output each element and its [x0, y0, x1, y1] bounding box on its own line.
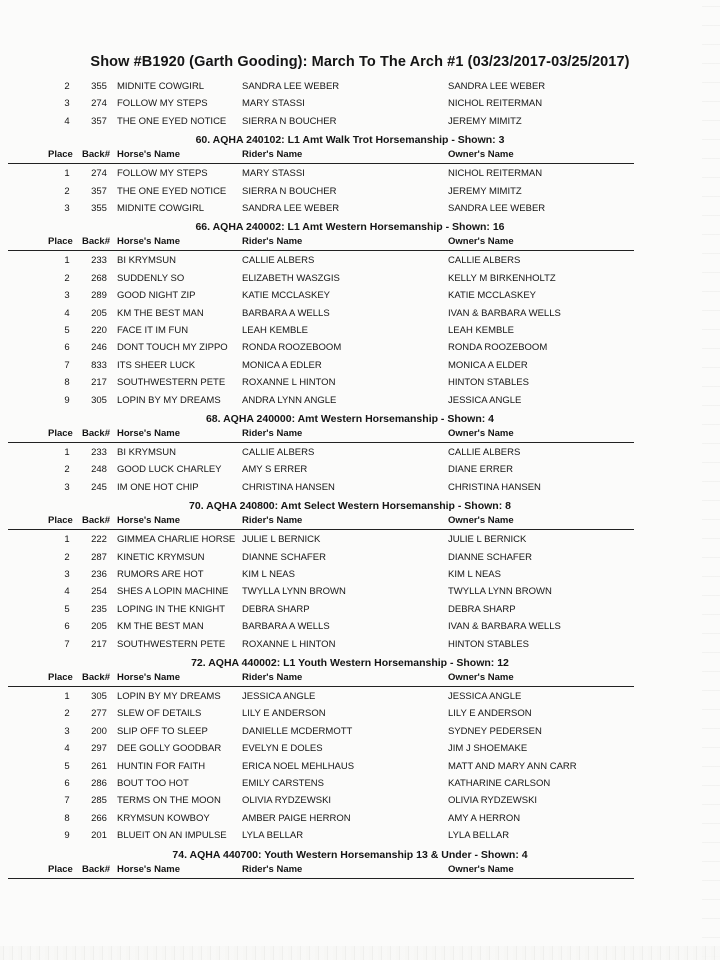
cell-rider: DANIELLE MCDERMOTT	[242, 725, 353, 737]
cell-owner: KATIE MCCLASKEY	[448, 290, 536, 302]
column-header-row	[0, 672, 720, 686]
cell-rider: DIANNE SCHAFER	[242, 551, 326, 563]
result-row	[0, 691, 720, 705]
cell-back: 305	[91, 691, 107, 702]
cell-horse: FACE IT IM FUN	[117, 325, 189, 336]
header-back: Back#	[82, 863, 110, 875]
result-row	[0, 116, 720, 130]
cell-place: 1	[64, 168, 70, 180]
cell-back: 357	[91, 115, 107, 127]
cell-rider: DEBRA SHARP	[242, 603, 310, 615]
cell-rider: CHRISTINA HANSEN	[242, 481, 335, 493]
cell-back: 246	[91, 342, 107, 354]
cell-horse: SLIP OFF TO SLEEP	[117, 725, 208, 737]
cell-owner: JESSICA ANGLE	[448, 394, 522, 406]
cell-horse: DEE GOLLY GOODBAR	[117, 743, 222, 755]
result-row	[0, 360, 720, 374]
cell-back: 248	[91, 464, 107, 476]
cell-rider: ERICA NOEL MEHLHAUS	[242, 760, 355, 772]
cell-rider: BARBARA A WELLS	[242, 621, 330, 633]
cell-place: 6	[64, 621, 70, 633]
result-row	[0, 98, 720, 112]
cell-place: 2	[64, 272, 70, 284]
cell-owner: DIANNE SCHAFER	[448, 551, 532, 563]
cell-rider: LYLA BELLAR	[242, 830, 304, 842]
cell-horse: SOUTHWESTERN PETE	[117, 377, 226, 389]
cell-back: 200	[91, 725, 107, 737]
cell-rider: CALLIE ALBERS	[242, 447, 315, 458]
section-title: 74. AQHA 440700: Youth Western Horsemanship 13 & Under - Shown: 4	[172, 848, 528, 861]
cell-back: 235	[91, 603, 107, 615]
cell-rider: LILY E ANDERSON	[242, 708, 326, 720]
result-row	[0, 569, 720, 583]
cell-back: 205	[91, 307, 107, 319]
cell-owner: LEAH KEMBLE	[448, 325, 514, 336]
result-row	[0, 447, 720, 461]
cell-place: 2	[64, 551, 70, 563]
cell-place: 7	[64, 359, 70, 371]
header-horse: Horse's Name	[117, 149, 180, 161]
cell-rider: JESSICA ANGLE	[242, 691, 316, 702]
header-back: Back#	[82, 149, 110, 161]
cell-owner: AMY A HERRON	[448, 812, 521, 824]
cell-horse: GOOD LUCK CHARLEY	[117, 464, 222, 476]
cell-horse: SUDDENLY SO	[117, 272, 185, 284]
header-horse: Horse's Name	[117, 672, 180, 683]
header-place: Place	[48, 149, 73, 161]
result-row	[0, 342, 720, 356]
cell-owner: MONICA A ELDER	[448, 359, 528, 371]
cell-back: 233	[91, 447, 107, 458]
cell-owner: KATHARINE CARLSON	[448, 778, 551, 789]
cell-place: 5	[64, 603, 70, 615]
cell-back: 233	[91, 255, 107, 267]
cell-place: 3	[64, 98, 70, 110]
section-title: 60. AQHA 240102: L1 Amt Walk Trot Horsemanship - Shown: 3	[195, 134, 505, 147]
cell-owner: JESSICA ANGLE	[448, 691, 522, 702]
cell-horse: DONT TOUCH MY ZIPPO	[117, 342, 228, 354]
cell-owner: CALLIE ALBERS	[448, 447, 521, 458]
cell-owner: RONDA ROOZEBOOM	[448, 342, 548, 354]
header-rider: Rider's Name	[242, 863, 303, 875]
cell-back: 355	[91, 81, 107, 92]
cell-owner: HINTON STABLES	[448, 638, 529, 650]
header-horse: Horse's Name	[117, 515, 180, 527]
cell-rider: BARBARA A WELLS	[242, 307, 330, 319]
cell-horse: THE ONE EYED NOTICE	[117, 185, 227, 197]
cell-horse: IM ONE HOT CHIP	[117, 481, 199, 493]
result-row	[0, 325, 720, 339]
cell-rider: CALLIE ALBERS	[242, 255, 315, 267]
cell-back: 245	[91, 481, 107, 493]
result-row	[0, 604, 720, 618]
result-row	[0, 743, 720, 757]
cell-rider: MARY STASSI	[242, 168, 305, 180]
cell-rider: KATIE MCCLASKEY	[242, 290, 330, 302]
result-row	[0, 813, 720, 827]
cell-owner: DIANE ERRER	[448, 464, 513, 476]
cell-horse: KM THE BEST MAN	[117, 621, 204, 633]
result-row	[0, 273, 720, 287]
header-rule	[8, 686, 634, 687]
cell-back: 287	[91, 551, 107, 563]
header-place: Place	[48, 515, 73, 527]
cell-horse: GOOD NIGHT ZIP	[117, 290, 196, 302]
result-row	[0, 586, 720, 600]
page-title: Show #B1920 (Garth Gooding): March To The Arch #1 (03/23/2017-03/25/2017)	[90, 54, 630, 70]
cell-horse: SOUTHWESTERN PETE	[117, 638, 226, 650]
cell-rider: SANDRA LEE WEBER	[242, 203, 340, 214]
cell-owner: JIM J SHOEMAKE	[448, 743, 528, 755]
header-back: Back#	[82, 515, 110, 527]
cell-owner: MATT AND MARY ANN CARR	[448, 760, 577, 772]
cell-owner: JULIE L BERNICK	[448, 534, 527, 546]
header-rider: Rider's Name	[242, 515, 303, 527]
header-rider: Rider's Name	[242, 236, 303, 248]
header-horse: Horse's Name	[117, 863, 180, 875]
result-row	[0, 552, 720, 566]
cell-horse: BLUEIT ON AN IMPULSE	[117, 830, 227, 842]
cell-place: 4	[64, 307, 70, 319]
cell-owner: IVAN & BARBARA WELLS	[448, 307, 561, 319]
cell-back: 205	[91, 621, 107, 633]
cell-horse: TERMS ON THE MOON	[117, 795, 221, 807]
result-row	[0, 464, 720, 478]
header-horse: Horse's Name	[117, 236, 180, 248]
cell-back: 201	[91, 830, 107, 842]
cell-place: 9	[64, 394, 70, 406]
cell-place: 9	[64, 830, 70, 842]
cell-owner: JEREMY MIMITZ	[448, 115, 522, 127]
cell-rider: LEAH KEMBLE	[242, 325, 308, 336]
cell-owner: DEBRA SHARP	[448, 603, 516, 615]
cell-owner: SYDNEY PEDERSEN	[448, 725, 542, 737]
header-place: Place	[48, 863, 73, 875]
cell-place: 8	[64, 812, 70, 824]
result-row	[0, 377, 720, 391]
section-title: 66. AQHA 240002: L1 Amt Western Horsemanship - Shown: 16	[195, 221, 505, 234]
cell-place: 4	[64, 743, 70, 755]
result-row	[0, 482, 720, 496]
cell-place: 3	[64, 290, 70, 302]
cell-back: 261	[91, 760, 107, 772]
column-header-row	[0, 428, 720, 442]
cell-owner: KIM L NEAS	[448, 569, 501, 580]
cell-owner: TWYLLA LYNN BROWN	[448, 586, 552, 598]
cell-back: 220	[91, 325, 107, 336]
header-back: Back#	[82, 672, 110, 683]
cell-rider: MONICA A EDLER	[242, 359, 322, 371]
cell-horse: GIMMEA CHARLIE HORSE	[117, 534, 236, 546]
cell-rider: AMY S ERRER	[242, 464, 308, 476]
section-title: 68. AQHA 240000: Amt Western Horsemanship - Shown: 4	[205, 413, 495, 425]
cell-horse: LOPIN BY MY DREAMS	[117, 691, 221, 702]
result-row	[0, 726, 720, 740]
cell-place: 1	[64, 255, 70, 267]
scan-edge-right	[702, 0, 720, 960]
cell-owner: HINTON STABLES	[448, 377, 529, 389]
column-header-row	[0, 236, 720, 250]
header-owner: Owner's Name	[448, 428, 514, 439]
cell-back: 217	[91, 638, 107, 650]
cell-place: 1	[64, 447, 70, 458]
cell-rider: JULIE L BERNICK	[242, 534, 321, 546]
cell-rider: ELIZABETH WASZGIS	[242, 272, 340, 284]
cell-back: 355	[91, 203, 107, 214]
cell-back: 297	[91, 743, 107, 755]
cell-rider: EMILY CARSTENS	[242, 778, 325, 789]
cell-place: 5	[64, 760, 70, 772]
cell-place: 3	[64, 203, 70, 214]
cell-back: 289	[91, 290, 107, 302]
cell-place: 2	[64, 708, 70, 720]
cell-rider: OLIVIA RYDZEWSKI	[242, 795, 332, 807]
result-row	[0, 203, 720, 217]
scan-edge-bottom	[0, 946, 720, 960]
cell-owner: SANDRA LEE WEBER	[448, 203, 546, 214]
cell-rider: SIERRA N BOUCHER	[242, 115, 337, 127]
cell-place: 2	[64, 464, 70, 476]
cell-rider: SIERRA N BOUCHER	[242, 185, 337, 197]
cell-horse: KM THE BEST MAN	[117, 307, 204, 319]
result-row	[0, 795, 720, 809]
section-title: 72. AQHA 440002: L1 Youth Western Horsemanship - Shown: 12	[191, 657, 509, 669]
cell-back: 833	[91, 359, 107, 371]
cell-rider: ANDRA LYNN ANGLE	[242, 394, 337, 406]
result-row	[0, 395, 720, 409]
cell-place: 3	[64, 481, 70, 493]
cell-horse: SHES A LOPIN MACHINE	[117, 586, 229, 598]
cell-back: 222	[91, 534, 107, 546]
cell-owner: CHRISTINA HANSEN	[448, 481, 541, 493]
cell-horse: ITS SHEER LUCK	[117, 359, 196, 371]
cell-back: 268	[91, 272, 107, 284]
column-header-row	[0, 515, 720, 529]
result-row	[0, 255, 720, 269]
cell-horse: FOLLOW MY STEPS	[117, 168, 208, 180]
header-rider: Rider's Name	[242, 428, 303, 439]
cell-place: 4	[64, 586, 70, 598]
result-row	[0, 621, 720, 635]
cell-horse: BI KRYMSUN	[117, 255, 176, 267]
cell-owner: LILY E ANDERSON	[448, 708, 532, 720]
result-row	[0, 290, 720, 304]
column-header-row	[0, 149, 720, 163]
cell-place: 6	[64, 342, 70, 354]
cell-place: 5	[64, 325, 70, 336]
cell-back: 236	[91, 569, 107, 580]
cell-place: 1	[64, 691, 70, 702]
cell-owner: LYLA BELLAR	[448, 830, 510, 842]
cell-place: 7	[64, 638, 70, 650]
cell-owner: IVAN & BARBARA WELLS	[448, 621, 561, 633]
cell-rider: SANDRA LEE WEBER	[242, 81, 340, 92]
result-row	[0, 168, 720, 182]
cell-owner: SANDRA LEE WEBER	[448, 81, 546, 92]
cell-back: 254	[91, 586, 107, 598]
cell-place: 2	[64, 185, 70, 197]
header-horse: Horse's Name	[117, 428, 180, 439]
result-row	[0, 186, 720, 200]
cell-owner: KELLY M BIRKENHOLTZ	[448, 272, 556, 284]
cell-horse: FOLLOW MY STEPS	[117, 98, 208, 110]
cell-back: 274	[91, 98, 107, 110]
cell-rider: ROXANNE L HINTON	[242, 638, 336, 650]
cell-back: 285	[91, 795, 107, 807]
cell-back: 357	[91, 185, 107, 197]
cell-owner: JEREMY MIMITZ	[448, 185, 522, 197]
header-place: Place	[48, 428, 73, 439]
cell-back: 217	[91, 377, 107, 389]
cell-horse: SLEW OF DETAILS	[117, 708, 202, 720]
header-rule	[8, 250, 634, 251]
cell-back: 274	[91, 168, 107, 180]
cell-horse: KINETIC KRYMSUN	[117, 551, 205, 563]
cell-back: 305	[91, 394, 107, 406]
result-row	[0, 830, 720, 844]
cell-rider: ROXANNE L HINTON	[242, 377, 336, 389]
header-rule	[8, 878, 634, 879]
header-owner: Owner's Name	[448, 672, 514, 683]
cell-owner: NICHOL REITERMAN	[448, 98, 543, 110]
cell-horse: KRYMSUN KOWBOY	[117, 812, 210, 824]
header-owner: Owner's Name	[448, 515, 514, 527]
cell-place: 3	[64, 725, 70, 737]
header-owner: Owner's Name	[448, 236, 514, 248]
cell-owner: NICHOL REITERMAN	[448, 168, 543, 180]
section-title: 70. AQHA 240800: Amt Select Western Horsemanship - Shown: 8	[189, 500, 511, 513]
header-rule	[8, 529, 634, 530]
cell-place: 1	[64, 534, 70, 546]
cell-horse: BOUT TOO HOT	[117, 778, 189, 789]
cell-horse: THE ONE EYED NOTICE	[117, 115, 227, 127]
header-rider: Rider's Name	[242, 672, 303, 683]
cell-place: 7	[64, 795, 70, 807]
header-rule	[8, 163, 634, 164]
result-row	[0, 639, 720, 653]
header-place: Place	[48, 236, 73, 248]
header-owner: Owner's Name	[448, 149, 514, 161]
cell-rider: AMBER PAIGE HERRON	[242, 812, 351, 824]
header-owner: Owner's Name	[448, 863, 514, 875]
cell-back: 266	[91, 812, 107, 824]
result-row	[0, 761, 720, 775]
cell-rider: RONDA ROOZEBOOM	[242, 342, 342, 354]
cell-horse: HUNTIN FOR FAITH	[117, 760, 206, 772]
result-row	[0, 308, 720, 322]
result-row	[0, 81, 720, 95]
header-rider: Rider's Name	[242, 149, 303, 161]
cell-place: 4	[64, 115, 70, 127]
cell-back: 277	[91, 708, 107, 720]
cell-rider: KIM L NEAS	[242, 569, 295, 580]
cell-horse: BI KRYMSUN	[117, 447, 176, 458]
header-back: Back#	[82, 236, 110, 248]
cell-place: 8	[64, 377, 70, 389]
cell-horse: MIDNITE COWGIRL	[117, 203, 205, 214]
result-row	[0, 778, 720, 792]
cell-horse: LOPING IN THE KNIGHT	[117, 603, 226, 615]
cell-owner: OLIVIA RYDZEWSKI	[448, 795, 538, 807]
result-row	[0, 708, 720, 722]
header-rule	[8, 442, 634, 443]
header-place: Place	[48, 672, 73, 683]
cell-horse: RUMORS ARE HOT	[117, 569, 204, 580]
cell-rider: MARY STASSI	[242, 98, 305, 110]
header-back: Back#	[82, 428, 110, 439]
cell-place: 6	[64, 778, 70, 789]
cell-rider: TWYLLA LYNN BROWN	[242, 586, 346, 598]
cell-horse: MIDNITE COWGIRL	[117, 81, 205, 92]
column-header-row	[0, 864, 720, 878]
result-row	[0, 534, 720, 548]
cell-place: 3	[64, 569, 70, 580]
cell-rider: EVELYN E DOLES	[242, 743, 323, 755]
cell-place: 2	[64, 81, 70, 92]
cell-horse: LOPIN BY MY DREAMS	[117, 394, 221, 406]
cell-back: 286	[91, 778, 107, 789]
cell-owner: CALLIE ALBERS	[448, 255, 521, 267]
